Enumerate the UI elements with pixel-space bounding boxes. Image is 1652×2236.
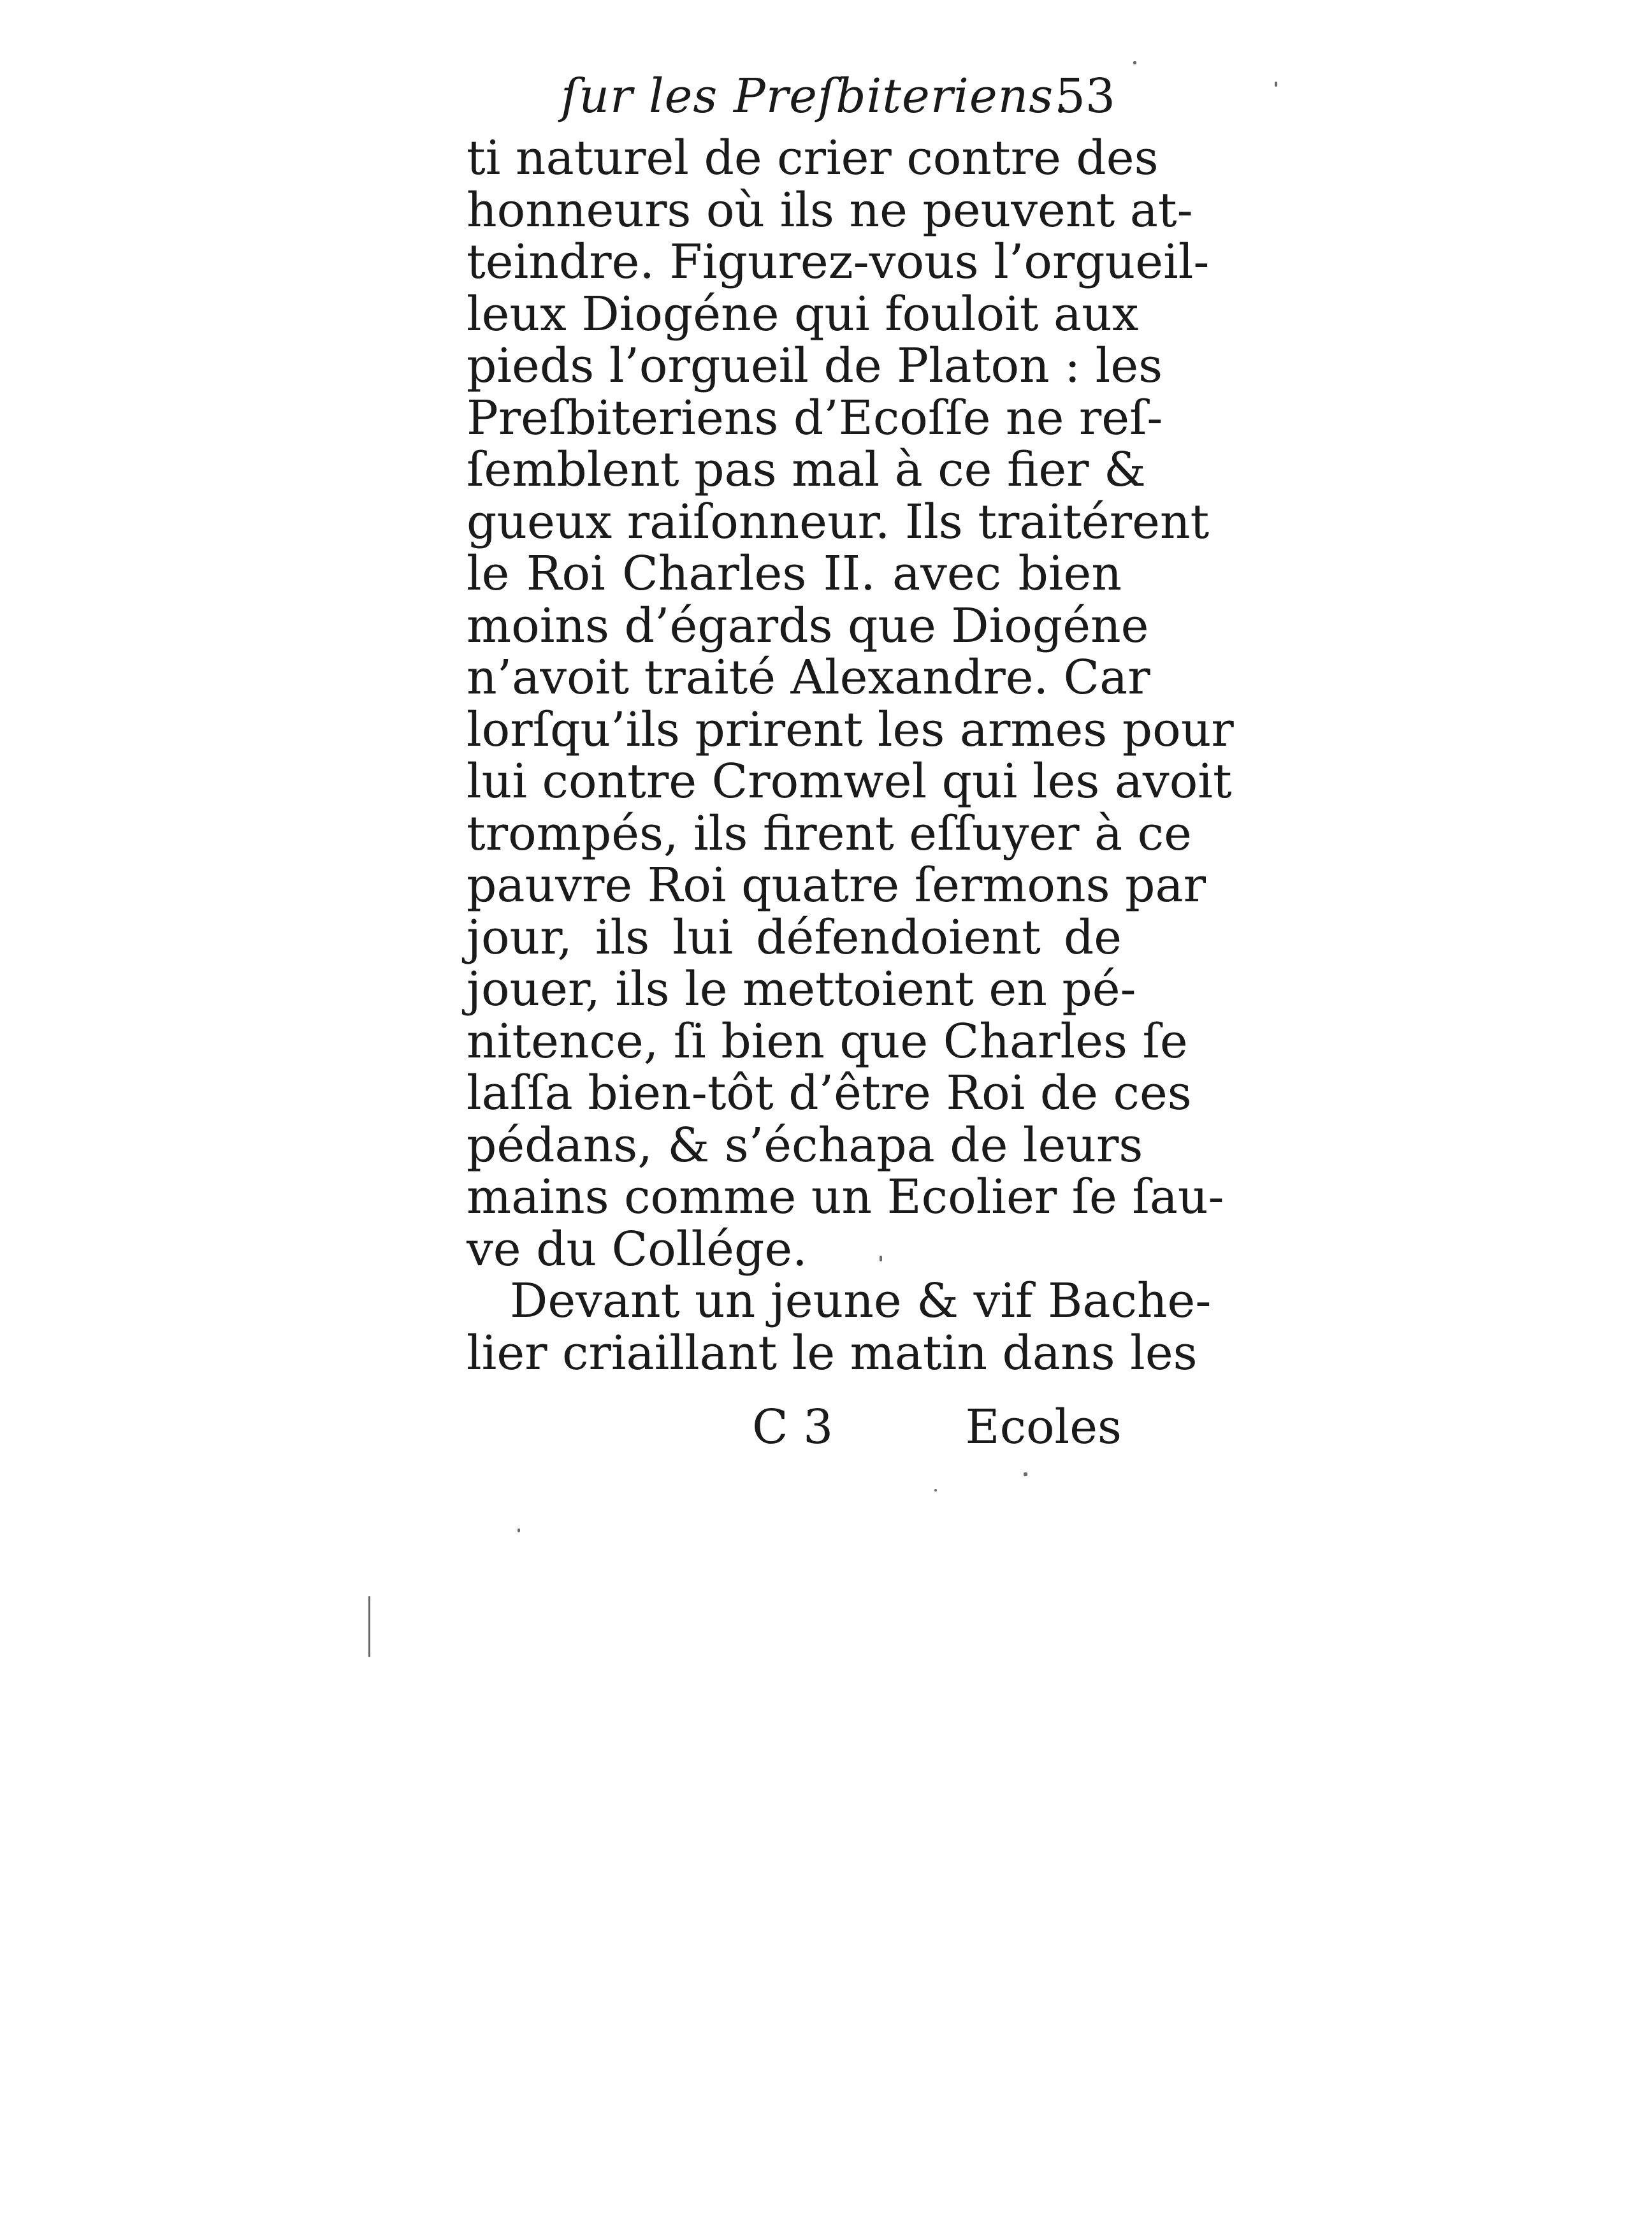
paper-speck bbox=[934, 1489, 937, 1492]
text-line: ti naturel de crier contre des bbox=[467, 131, 1159, 185]
signature-mark: C 3 bbox=[752, 1400, 834, 1455]
text-line: lorſqu’ils prirent les armes pour bbox=[467, 702, 1234, 757]
paragraph-end-line: ve du Collége. bbox=[467, 1221, 808, 1277]
text-line: moins d’égards que Diogéne bbox=[467, 598, 1149, 653]
text-line: ſemblent pas mal à ce fier & bbox=[467, 442, 1146, 497]
paper-speck bbox=[368, 1596, 370, 1657]
text-line: pauvre Roi quatre ſermons par bbox=[467, 858, 1206, 913]
paper-speck bbox=[518, 1528, 520, 1532]
page-header bbox=[561, 69, 1115, 139]
text-line: gueux raiſonneur. Ils traitérent bbox=[467, 494, 1210, 549]
page-footer bbox=[467, 1400, 1122, 1457]
text-line: jouer, ils le mettoient en pé- bbox=[467, 962, 1136, 1017]
text-line: pieds l’orgueil de Platon : les bbox=[467, 338, 1163, 393]
text-line: pédans, & s’échapa de leurs bbox=[467, 1117, 1143, 1173]
page-number: 53 bbox=[1055, 69, 1115, 124]
paper-speck bbox=[1133, 61, 1136, 64]
text-line: le Roi Charles II. avec bien bbox=[467, 546, 1122, 601]
text-line: teindre. Figurez-vous l’orgueil- bbox=[467, 235, 1210, 289]
paragraph-start-line: Devant un jeune & vif Bache- bbox=[510, 1274, 1212, 1328]
text-line: nitence, ſi bien que Charles ſe bbox=[467, 1013, 1188, 1069]
paper-speck bbox=[880, 1256, 882, 1261]
body-text bbox=[467, 131, 1234, 1381]
text-line: Preſbiteriens d’Ecoſſe ne reſ- bbox=[467, 390, 1163, 446]
text-line: n’avoit traité Alexandre. Car bbox=[467, 650, 1150, 705]
text-line: leux Diogéne qui fouloit aux bbox=[467, 286, 1139, 342]
running-head: ſur les Preſbiteriens. bbox=[561, 69, 1069, 124]
text-line: trompés, ils firent eſſuyer à ce bbox=[467, 806, 1192, 861]
paper-speck bbox=[1024, 1472, 1027, 1476]
text-line: mains comme un Ecolier ſe ſau- bbox=[467, 1170, 1224, 1224]
text-line: laſſa bien-tôt d’être Roi de ces bbox=[467, 1066, 1192, 1121]
text-line: honneurs où ils ne peuvent at- bbox=[467, 182, 1193, 238]
text-line: lier criaillant le matin dans les bbox=[467, 1325, 1198, 1381]
text-line: jour, ils lui défendoient de bbox=[467, 910, 1122, 965]
paper-speck bbox=[1275, 82, 1277, 87]
text-line: lui contre Cromwel qui les avoit bbox=[467, 754, 1232, 809]
catchword: Ecoles bbox=[965, 1400, 1122, 1455]
